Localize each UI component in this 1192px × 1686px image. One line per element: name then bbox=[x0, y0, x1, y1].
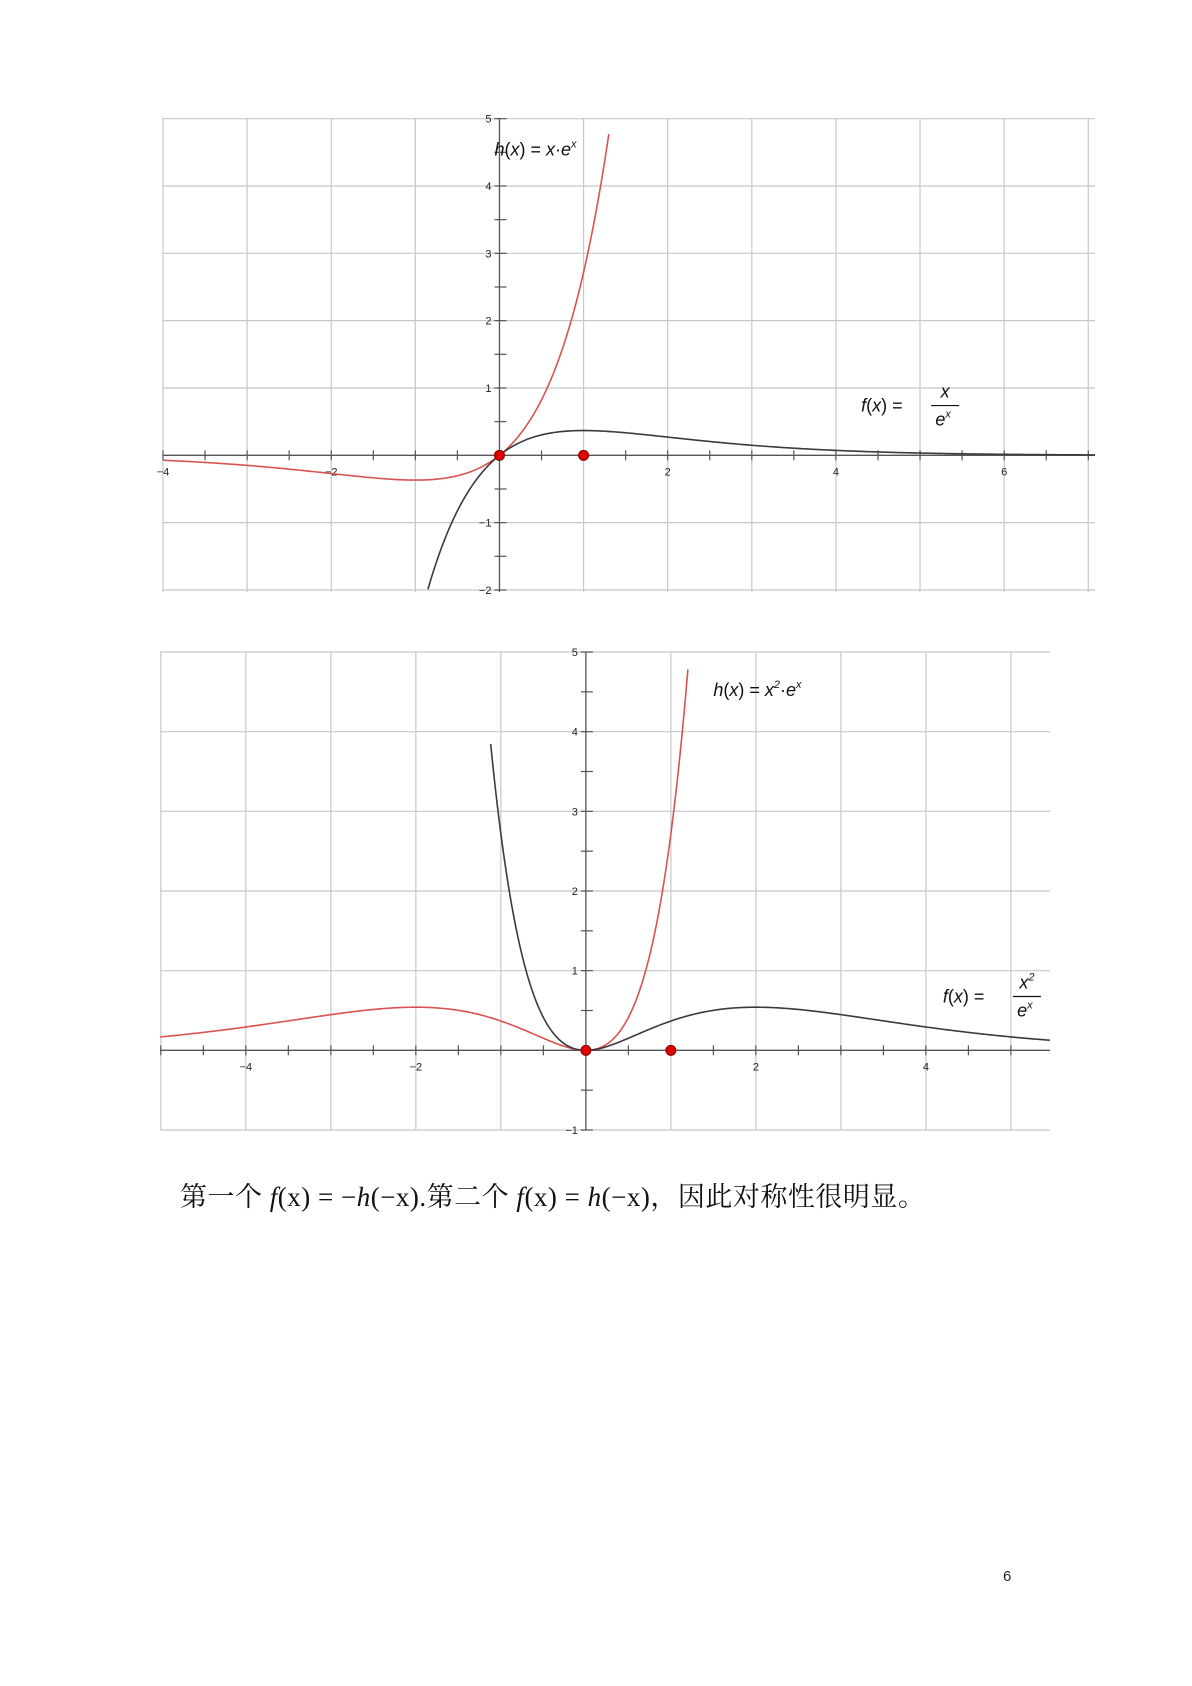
x-tick-label: −4 bbox=[239, 1061, 253, 1074]
point-marker bbox=[579, 450, 589, 460]
y-tick-label: 2 bbox=[571, 886, 578, 898]
x-tick-label: 2 bbox=[752, 1061, 759, 1074]
chart-x-exp bbox=[156, 113, 1095, 597]
y-tick-label: 1 bbox=[571, 965, 578, 978]
x-tick-label: 6 bbox=[1001, 466, 1008, 479]
x-tick-label: 2 bbox=[664, 466, 671, 479]
y-tick-label: −1 bbox=[478, 517, 492, 530]
label-f-numerator: $x^2$ bbox=[1019, 971, 1035, 993]
curve-f bbox=[428, 431, 1095, 590]
caption-eq2b: (−x) bbox=[601, 1182, 651, 1212]
x-tick-label: 4 bbox=[832, 466, 839, 479]
caption bbox=[180, 1175, 925, 1214]
label-h: $h(x) = x\cdot e^x$ bbox=[494, 138, 577, 160]
caption-part2: 第二个 bbox=[426, 1182, 517, 1212]
chart-canvas bbox=[156, 113, 1095, 597]
y-tick-label: 5 bbox=[485, 113, 492, 126]
y-tick-label: 4 bbox=[571, 726, 578, 739]
y-tick-label: 1 bbox=[485, 382, 492, 395]
chart-canvas bbox=[160, 647, 1050, 1137]
y-tick-label: 3 bbox=[485, 248, 492, 261]
label-h: $h(x) = x^2\cdot e^x$ bbox=[713, 678, 802, 700]
caption-h2: h bbox=[587, 1182, 602, 1212]
y-tick-label: 5 bbox=[571, 647, 578, 659]
caption-f2: f bbox=[516, 1182, 525, 1212]
point-marker bbox=[494, 450, 504, 460]
caption-part3: ，因此对称性很明显。 bbox=[650, 1182, 926, 1212]
caption-eq2: (x) = bbox=[524, 1182, 588, 1212]
x-tick-label: −4 bbox=[156, 466, 170, 479]
caption-part1: 第一个 bbox=[180, 1182, 270, 1212]
y-tick-label: 2 bbox=[485, 315, 492, 328]
grid bbox=[160, 652, 1050, 1130]
y-tick-label: 4 bbox=[485, 181, 492, 194]
caption-h1: h bbox=[356, 1182, 371, 1212]
y-tick-label: −1 bbox=[565, 1125, 578, 1137]
x-tick-label: −2 bbox=[324, 466, 338, 479]
grid bbox=[163, 118, 1095, 592]
label-f-denominator: $e^x$ bbox=[935, 408, 951, 430]
point-marker bbox=[666, 1045, 676, 1055]
label-f: f(x) = bbox=[942, 986, 985, 1007]
axes bbox=[160, 647, 1050, 1137]
y-tick-label: −2 bbox=[478, 584, 492, 597]
caption-f1: f bbox=[269, 1182, 278, 1212]
x-tick-label: 4 bbox=[922, 1061, 929, 1074]
label-f: f(x) = bbox=[861, 395, 903, 416]
page-number: 6 bbox=[1003, 1568, 1012, 1585]
y-tick-label: 3 bbox=[571, 806, 578, 819]
chart-x2-exp bbox=[160, 647, 1050, 1137]
caption-eq1: (x) = − bbox=[277, 1182, 357, 1212]
curve-h bbox=[160, 669, 688, 1050]
point-marker bbox=[581, 1045, 591, 1055]
label-f-denominator: $e^x$ bbox=[1017, 999, 1033, 1021]
x-tick-label: −2 bbox=[409, 1061, 423, 1074]
label-f-numerator: x bbox=[940, 381, 950, 402]
caption-eq1b: (−x). bbox=[370, 1182, 427, 1212]
